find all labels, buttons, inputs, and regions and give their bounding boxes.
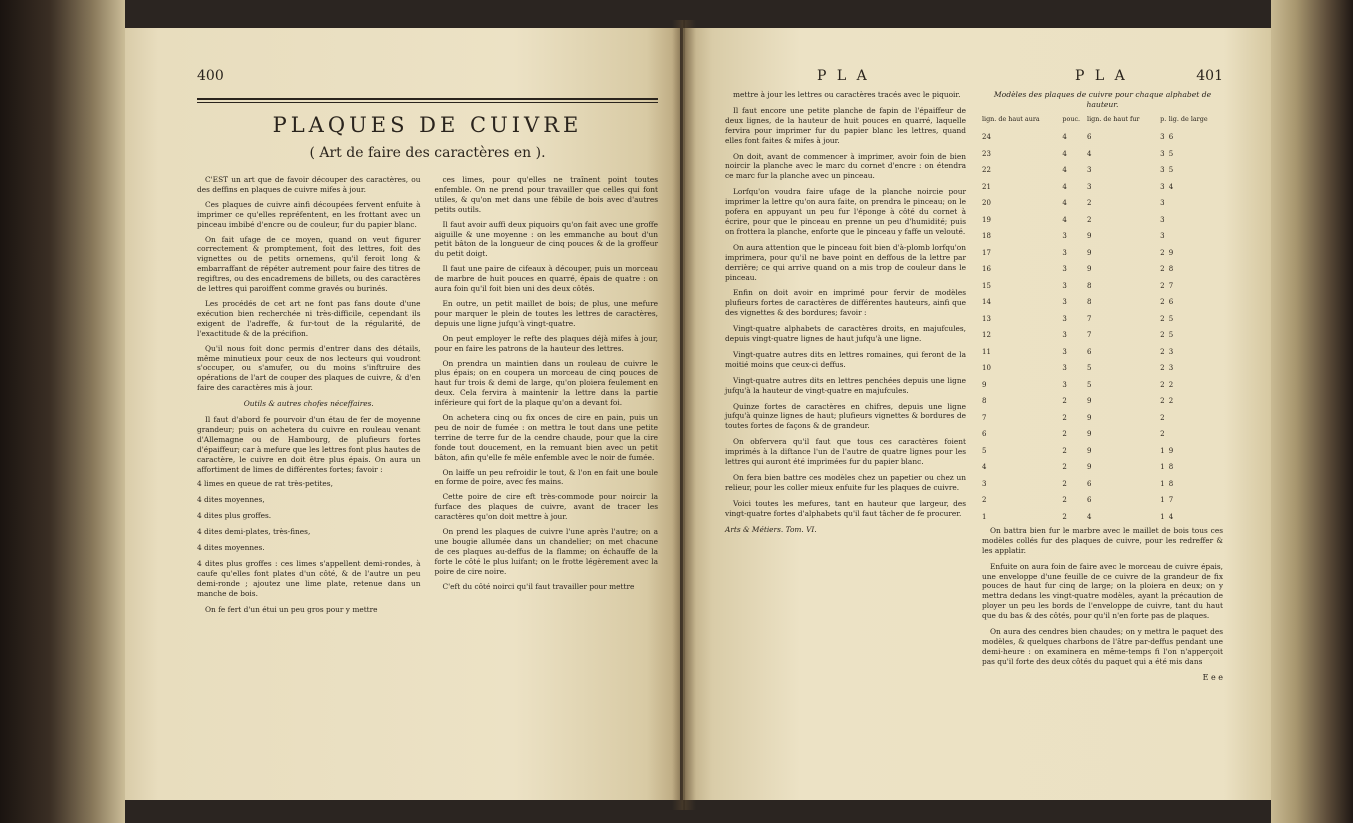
right-col1-paragraph: Quinze fortes de caractères en chifres, depuis une ligne jufqu'à quinze lignes de haut; plufieurs vignettes & bordures de toutes fortes de façons & de grandeur. (725, 401, 966, 431)
right-col1-paragraph: Lorfqu'on voudra faire ufage de la planche noircie pour imprimer la lettre qu'on aura faite, on prendra le pinceau; on le pofera en appuyant un peu fur l'éponge à côté du cornet à écrire, pour que le pinceau en prenne un peu d'humidité; puis on frottera la planche, enforte que le pinceau y faffe un velouté. (725, 187, 966, 236)
table-cell: 6 (1087, 133, 1092, 142)
right-col1-paragraph: Enfin on doit avoir en imprimé pour fervir de modèles plufieurs fortes de caractères de différentes hauteurs, ainfi que des vignettes & des bordures; favoir : (725, 288, 966, 318)
table-cell: 3 (1062, 248, 1067, 257)
table-cell: 19 (982, 215, 991, 224)
left-running-head (197, 68, 658, 90)
table-row (982, 509, 1223, 526)
table-cell: 3 (1062, 265, 1067, 274)
table-cell: 2 (982, 496, 987, 505)
right-col1-paragraph: Vingt-quatre autres dits en lettres penchées depuis une ligne jufqu'à la hauteur de vingt-quatre en majufcules. (725, 375, 966, 395)
page-number-left: 400 (197, 68, 224, 84)
table-cell: 16 (982, 265, 991, 274)
table-cell: 9 (1087, 248, 1092, 257)
table-cell: 2 (1160, 314, 1165, 323)
table-cell: 18 (982, 232, 991, 241)
table-cell: 2 (1160, 331, 1165, 340)
table-cell (1169, 427, 1223, 444)
table-cell: 9 (1087, 232, 1092, 241)
double-rule (197, 98, 658, 103)
table-header-cell: p. (1160, 115, 1167, 123)
header-right: P L A (1075, 68, 1128, 84)
left-col2-paragraph: On prend les plaques de cuivre l'une après l'autre; on a une bougie allumée dans un chandelier; on met chacune de ces plaques au-deffus de la flamme; on échauffe de la forte le côté le plus luifant; on le frotte légèrement avec la poire de cire noire. (434, 527, 658, 576)
table-cell: 4 (1168, 182, 1174, 191)
table-cell: 9 (1087, 463, 1092, 472)
book-gutter (672, 20, 696, 810)
table-row (982, 146, 1223, 163)
table-cell: 3 (1062, 347, 1067, 356)
table-body (982, 130, 1223, 526)
table-header-cell: lign. de haut aura (982, 115, 1040, 123)
table-cell: 7 (1168, 281, 1174, 290)
table-cell: 2 (1062, 446, 1067, 455)
table-cell: 9 (1087, 413, 1092, 422)
table-cell (1169, 410, 1223, 427)
left-col1-paragraph: 4 limes en queue de rat très-petites, (197, 479, 333, 489)
table-row (982, 443, 1223, 460)
signature-mark: E e e (1202, 672, 1223, 682)
table-cell: 4 (1087, 512, 1092, 521)
table-cell: 8 (982, 397, 987, 406)
left-column-1 (197, 175, 421, 620)
right-col2-paragraph: On battra bien fur le marbre avec le maillet de bois tous ces modèles collés fur des plaques de cuivre, pour les redreffer & les applatir. (982, 525, 1223, 555)
table-cell: 2 (1062, 413, 1067, 422)
table-cell: 5 (1168, 149, 1174, 158)
table-cell: 9 (1087, 397, 1092, 406)
table-header-cell: pouc. (1062, 115, 1081, 123)
right-col2-paragraph: On aura des cendres bien chaudes; on y mettra le paquet des modèles, & quelques charbons de l'âtre par-deffus pendant une demi-heure : on examinera en même-temps fi l'on n'apperçoit pas qu'il forte des deux côtés du paquet qui a été mis dans (982, 627, 1223, 666)
table-cell: 9 (982, 380, 987, 389)
table-cell: 7 (982, 413, 987, 422)
left-col2-paragraph: Il faut avoir auffi deux piquoirs qu'on fait avec une groffe aiguille & une moyenne : on les emmanche au bout d'un petit bâton de la longueur de cinq pouces & de la groffeur du petit doigt. (434, 219, 658, 259)
right-col1-paragraph: Vingt-quatre autres dits en lettres romaines, qui feront de la moitié moins que ceux-ci deffus. (725, 349, 966, 369)
table-cell: 5 (1168, 314, 1174, 323)
table-row (982, 311, 1223, 328)
right-col1-paragraph: Il faut encore une petite planche de fapin de l'épaiffeur de deux lignes, de la hauteur de huit pouces en quarré, laquelle fervira pour imprimer fur du papier blanc les lettres, quand elles font faites & mifes à jour. (725, 105, 966, 145)
table-cell: 12 (982, 331, 991, 340)
table-cell: 3 (1168, 364, 1174, 373)
table-cell: 2 (1062, 496, 1067, 505)
table-cell: 3 (1160, 215, 1165, 224)
table-row (982, 493, 1223, 510)
table-cell: 1 (982, 512, 987, 521)
table-cell: 3 (1062, 281, 1067, 290)
table-cell: 7 (1168, 496, 1174, 505)
table-row (982, 394, 1223, 411)
table-cell: 3 (1062, 364, 1067, 373)
page-subtitle: ( Art de faire des caractères en ). (309, 145, 546, 161)
table-row (982, 427, 1223, 444)
table-header-cell: lign. de haut fur (1087, 115, 1140, 123)
table-cell: 5 (1087, 364, 1092, 373)
left-col1-paragraph: 4 dites demi-plates, très-fines, (197, 527, 311, 537)
table-cell: 5 (1168, 166, 1174, 175)
left-col1-paragraph: Il faut d'abord fe pourvoir d'un étau de fer de moyenne grandeur; puis on achetera du cuivre en rouleau venant d'Allemagne ou de Hambourg, de plufieurs fortes d'épaiffeur; car à mefure que les lettres font plus hautes de caractère, le cuivre en doit être plus épais. On aura un affortiment de limes de différentes fortes; favoir : (197, 415, 421, 474)
table-cell: 4 (1062, 215, 1067, 224)
table-cell: 8 (1168, 463, 1174, 472)
table-cell: 2 (1160, 281, 1165, 290)
table-cell: 23 (982, 149, 991, 158)
table-cell: 6 (1168, 133, 1174, 142)
table-cell: 6 (1087, 347, 1092, 356)
left-col2-paragraph: C'eft du côté noirci qu'il faut travailler pour mettre (442, 581, 635, 591)
table-cell: 1 (1160, 463, 1165, 472)
table-cell: 4 (982, 463, 987, 472)
table-row (982, 262, 1223, 279)
table-row (982, 163, 1223, 180)
left-col1-paragraph: Outils & autres chofes néceffaires. (243, 399, 374, 409)
table-cell: 3 (1160, 166, 1165, 175)
table-row (982, 130, 1223, 147)
table-cell: 2 (1160, 413, 1165, 422)
table-cell: 1 (1160, 446, 1165, 455)
table-cell: 22 (982, 166, 991, 175)
right-column-1-text (725, 90, 966, 519)
table-cell: 4 (1062, 166, 1067, 175)
right-col2-paragraph: Enfuite on aura foin de faire avec le morceau de cuivre épais, une enveloppe d'une feuille de ce cuivre de la grandeur de fix pouces de haut fur cinq de large; on la ploiera en deux; on y mettra dedans les vingt-quatre modèles, ayant la précaution de ployer un peu les bords de l'enveloppe de cuivre, tant du haut que du bas & des côtés, pour qu'il n'en forte pas de plaques. (982, 561, 1223, 621)
table-cell: 6 (1087, 496, 1092, 505)
left-col2-paragraph: On prendra un maintien dans un rouleau de cuivre le plus épais; on en coupera un morceau de cinq pouces de haut fur trois & demi de large, qu'on ploiera feulement en deux. Cela fervira à maintenir la lettre dans la partie inférieure qui fort de la plaque qu'on a devant foi. (434, 358, 658, 408)
table-cell: 3 (1062, 380, 1067, 389)
right-col1-paragraph: On fera bien battre ces modèles chez un papetier ou chez un relieur, pour les coller mieux enfuite fur les plaques de cuivre. (725, 473, 966, 492)
table-cell: 2 (1062, 512, 1067, 521)
table-row (982, 344, 1223, 361)
left-column-2 (435, 175, 659, 620)
table-cell: 11 (982, 347, 991, 356)
table-header-row (982, 115, 1223, 130)
table-cell: 9 (1168, 248, 1174, 257)
table-cell (1169, 212, 1223, 229)
left-col1-paragraph: C'EST un art que de favoir découper des caractères, ou des deffins en plaques de cuivre mifes à jour. (197, 175, 421, 194)
table-cell: 3 (1160, 232, 1165, 241)
table-cell: 4 (1062, 149, 1067, 158)
table-cell: 7 (1087, 314, 1092, 323)
right-column-1 (725, 90, 966, 683)
table-cell: 3 (1062, 331, 1067, 340)
table-cell: 3 (1062, 298, 1067, 307)
table-cell: 7 (1087, 331, 1092, 340)
left-col1-paragraph: Les procédés de cet art ne font pas fans doute d'une exécution bien recherchée ni très-difficile, cependant ils exigent de l'adreffe, & fur-tout de la régularité, de l'exactitude & de la précifion. (197, 298, 421, 338)
table-cell: 3 (1087, 166, 1092, 175)
table-row (982, 361, 1223, 378)
table-cell: 2 (1160, 298, 1165, 307)
table-cell: 3 (1062, 314, 1067, 323)
table-cell: 14 (982, 298, 991, 307)
table-cell: 8 (1087, 298, 1092, 307)
table-cell: 4 (1168, 512, 1174, 521)
header-left: P L A (817, 68, 870, 84)
table-cell: 2 (1168, 380, 1174, 389)
left-col2-paragraph: Cette poire de cire eft très-commode pour noircir la furface des plaques de cuivre, avant de tracer les caractères qu'on doit mettre à jour. (434, 492, 658, 522)
left-col1-paragraph: 4 dites moyennes, (197, 495, 265, 505)
table-header-cell: lig. de large (1168, 115, 1208, 123)
table-cell: 3 (1160, 199, 1165, 208)
left-book-edge (0, 0, 125, 823)
table-row (982, 179, 1223, 196)
table-cell: 4 (1062, 182, 1067, 191)
table-row (982, 476, 1223, 493)
table-cell: 15 (982, 281, 991, 290)
table-cell: 10 (982, 364, 991, 373)
table-cell: 2 (1168, 397, 1174, 406)
table-cell: 9 (1087, 430, 1092, 439)
left-col1-paragraph: Qu'il nous foit donc permis d'entrer dans des détails, même minutieux pour ceux de nos lecteurs qui voudront s'occuper, ou s'amufer, ou du moins s'inftruire des opérations de l'art de couper des plaques de cuivre, & d'en faire des caractères mis à jour. (197, 343, 421, 393)
right-col1-paragraph: Voici toutes les mefures, tant en hauteur que largeur, des vingt-quatre fortes d'alphabets qu'il faut tâcher de fe procurer. (725, 498, 966, 518)
right-column-2-text (982, 526, 1223, 667)
table-cell (1169, 196, 1223, 213)
table-cell: 1 (1160, 496, 1165, 505)
table-cell: 3 (1062, 232, 1067, 241)
right-col1-paragraph: On aura attention que le pinceau foit bien d'à-plomb lorfqu'on imprimera, pour qu'il ne bave point en deffous de la lettre par derrière; ce qui arrive quand on a mis trop de couleur dans le pinceau. (725, 242, 966, 282)
table-caption: Modèles des plaques de cuivre pour chaque alphabet de hauteur. (993, 90, 1212, 109)
table-cell: 24 (982, 133, 991, 142)
left-col2-paragraph: En outre, un petit maillet de bois; de plus, une mefure pour marquer le plein de toutes les lettres de caractères, depuis une ligne jufqu'à vingt-quatre. (434, 298, 658, 328)
table-cell: 9 (1087, 265, 1092, 274)
left-col1-paragraph: On fe fert d'un étui un peu gros pour y mettre (205, 604, 378, 614)
right-page (683, 28, 1271, 800)
table-row (982, 245, 1223, 262)
table-cell: 13 (982, 314, 991, 323)
table-cell: 2 (1160, 380, 1165, 389)
table-cell: 6 (982, 430, 987, 439)
table-cell: 21 (982, 182, 991, 191)
table-row (982, 295, 1223, 312)
right-book-edge (1271, 0, 1353, 823)
table-cell: 2 (1160, 364, 1165, 373)
table-row (982, 377, 1223, 394)
right-col1-paragraph: On obfervera qu'il faut que tous ces caractères foient imprimés à la diftance l'un de l'autre de quatre lignes pour les lettres qui auront été imprimées fur du papier blanc. (725, 437, 966, 467)
table-row (982, 278, 1223, 295)
right-col1-paragraph: mettre à jour les lettres ou caractères tracés avec le piquoir. (733, 90, 961, 99)
right-column-2 (982, 90, 1223, 683)
table-cell: 1 (1160, 479, 1165, 488)
table-cell: 4 (1062, 199, 1067, 208)
table-cell: 8 (1168, 265, 1174, 274)
left-col2-paragraph: Il faut une paire de cifeaux à découper, puis un morceau de marbre de huit pouces en quarré, épais de quatre : on aura foin qu'il foit bien uni des deux côtés. (434, 264, 658, 294)
table-cell: 4 (1062, 133, 1067, 142)
table-row (982, 212, 1223, 229)
table-cell: 8 (1168, 479, 1174, 488)
left-col1-paragraph: Ces plaques de cuivre ainfi découpées fervent enfuite à imprimer ce qu'elles repréfentent, en les frottant avec un pinceau imbibé d'encre ou de couleur, fur du papier blanc. (197, 199, 421, 229)
page-number-right: 401 (1196, 68, 1223, 84)
table-cell: 2 (1160, 248, 1165, 257)
table-cell: 2 (1160, 430, 1165, 439)
table-cell: 6 (1168, 298, 1174, 307)
table-cell: 2 (1087, 199, 1092, 208)
table-row (982, 460, 1223, 477)
left-page (125, 28, 680, 800)
left-col2-paragraph: On achetera cinq ou fix onces de cire en pain, puis un peu de noir de fumée : on mettra le tout dans une petite terrine de terre fur de la cendre chaude, pour que la cire fonde tout doucement, en la remuant bien avec un petit bâton, afin qu'elle fe mêle enfemble avec le noir de fumée. (434, 413, 658, 462)
table-cell: 2 (1062, 397, 1067, 406)
page-title: PLAQUES DE CUIVRE (272, 113, 583, 137)
table-cell: 3 (982, 479, 987, 488)
table-cell: 5 (982, 446, 987, 455)
left-col1-paragraph: 4 dites moyennes. (197, 543, 265, 553)
left-col2-paragraph: On laiffe un peu refroidir le tout, & l'on en fait une boule en forme de poire, avec fes mains. (434, 467, 658, 487)
table-cell: 3 (1160, 182, 1165, 191)
table-cell: 2 (1160, 347, 1165, 356)
table-cell: 5 (1087, 380, 1092, 389)
volume-footer: Arts & Métiers. Tom. VI. (725, 524, 817, 534)
right-columns (725, 90, 1223, 683)
table-row (982, 229, 1223, 246)
left-col2-paragraph: On peut employer le refte des plaques déjà mifes à jour, pour en faire les patrons de la hauteur des lettres. (434, 333, 658, 353)
table-cell: 4 (1087, 149, 1092, 158)
right-running-head (725, 68, 1223, 90)
table-cell: 3 (1160, 149, 1165, 158)
table-cell: 2 (1160, 265, 1165, 274)
left-col1-paragraph: 4 dites plus groffes : ces limes s'appellent demi-rondes, à caufe qu'elles font plates d'un côté, & de l'autre un peu demi-ronde ; ajoutez une lime plate, retenue dans un manche de bois. (197, 559, 421, 598)
right-col1-paragraph: Vingt-quatre alphabets de caractères droits, en majufcules, depuis vingt-quatre lignes de haut jufqu'à une ligne. (725, 324, 966, 344)
left-col1-paragraph: On fait ufage de ce moyen, quand on veut figurer correctement & promptement, foit des lettres, foit des vignettes ou de petits ornemens, qu'il feroit long & embarraffant de répéter autrement pour faire des titres de regiftres, ou des encadremens de billets, ou des caractères de lettres qui paroiffent comme gravés ou burinés. (197, 234, 421, 294)
measurements-table (982, 115, 1223, 526)
table-cell: 6 (1087, 479, 1092, 488)
table-cell: 2 (1062, 463, 1067, 472)
table-cell: 2 (1062, 479, 1067, 488)
table-cell (1169, 229, 1223, 246)
table-cell: 2 (1062, 430, 1067, 439)
table-cell: 9 (1087, 446, 1092, 455)
table-row (982, 410, 1223, 427)
table-cell: 3 (1087, 182, 1092, 191)
table-cell: 2 (1160, 397, 1165, 406)
table-cell: 3 (1160, 133, 1165, 142)
table-cell: 2 (1087, 215, 1092, 224)
left-columns (197, 175, 658, 620)
table-cell: 20 (982, 199, 991, 208)
table-cell: 1 (1160, 512, 1165, 521)
table-row (982, 196, 1223, 213)
table-cell: 17 (982, 248, 991, 257)
table-cell: 9 (1168, 446, 1174, 455)
table-row (982, 328, 1223, 345)
table-cell: 3 (1168, 347, 1174, 356)
right-col1-paragraph: On doit, avant de commencer à imprimer, avoir foin de bien noircir la planche avec le marc du cornet d'encre : on étendra ce marc fur la planche avec un pinceau. (725, 151, 966, 181)
left-col2-paragraph: ces limes, pour qu'elles ne traînent point toutes enfemble. On ne prend pour travailler que celles qui font utiles, & qu'on met dans une fébile de bois avec d'autres petits outils. (434, 175, 658, 214)
table-cell: 8 (1087, 281, 1092, 290)
table-cell: 5 (1168, 331, 1174, 340)
left-col1-paragraph: 4 dites plus groffes. (197, 511, 272, 521)
